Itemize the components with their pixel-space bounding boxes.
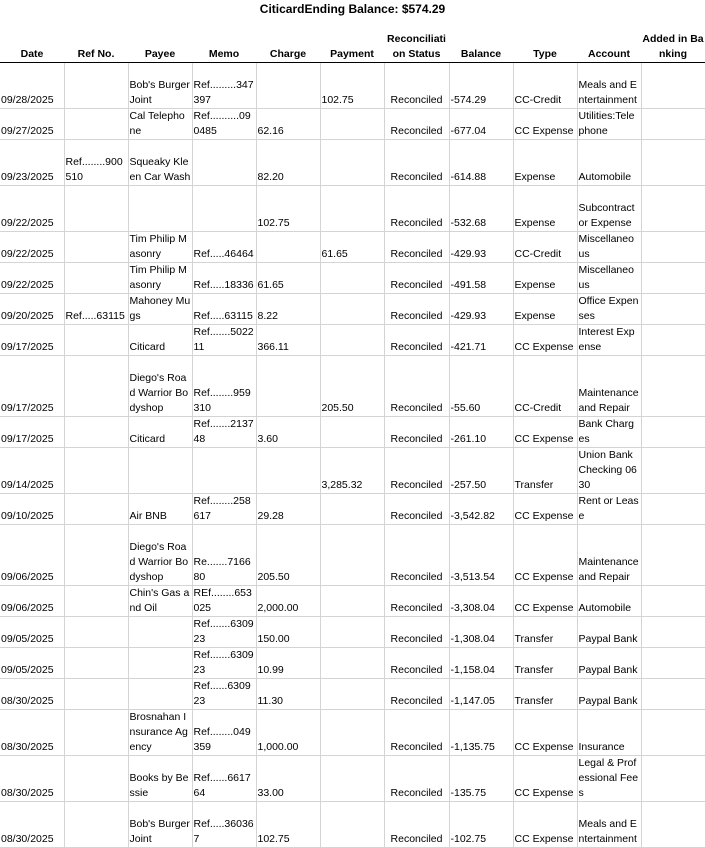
cell-charge: 11.30 (256, 679, 320, 710)
cell-added-in-banking (641, 802, 705, 848)
cell-type: CC-Credit (513, 63, 577, 109)
cell-ref-no (64, 448, 128, 494)
cell-balance: -532.68 (449, 186, 513, 232)
cell-added-in-banking (641, 679, 705, 710)
cell-date: 09/22/2025 (0, 232, 64, 263)
cell-account: Subcontractor Expense (577, 186, 641, 232)
cell-added-in-banking (641, 448, 705, 494)
col-header-reconciliation-status[interactable]: Reconciliation Status (384, 18, 449, 63)
table-row[interactable] (0, 710, 705, 756)
cell-date: 09/10/2025 (0, 494, 64, 525)
cell-date: 09/22/2025 (0, 186, 64, 232)
cell-ref-no (64, 232, 128, 263)
cell-type: Transfer (513, 648, 577, 679)
cell-added-in-banking (641, 756, 705, 802)
cell-memo: Ref.........347397 (192, 63, 256, 109)
cell-payee (128, 679, 192, 710)
cell-account: Automobile (577, 140, 641, 186)
cell-payee (128, 617, 192, 648)
cell-memo: Re.......716680 (192, 525, 256, 586)
col-header-date[interactable]: Date (0, 18, 64, 63)
cell-charge: 10.99 (256, 648, 320, 679)
cell-payment (320, 140, 384, 186)
cell-memo: Ref.....63115 (192, 294, 256, 325)
cell-type: Expense (513, 294, 577, 325)
cell-reconciliation-status: Reconciled (384, 325, 449, 356)
cell-added-in-banking (641, 63, 705, 109)
cell-memo: REf........653025 (192, 586, 256, 617)
cell-date: 09/23/2025 (0, 140, 64, 186)
table-row[interactable] (0, 356, 705, 417)
col-header-charge[interactable]: Charge (256, 18, 320, 63)
table-row[interactable] (0, 756, 705, 802)
cell-reconciliation-status: Reconciled (384, 802, 449, 848)
col-header-memo[interactable]: Memo (192, 18, 256, 63)
cell-account: Utilities:Telephone (577, 109, 641, 140)
cell-account: Interest Expense (577, 325, 641, 356)
cell-memo: Ref........258617 (192, 494, 256, 525)
cell-added-in-banking (641, 325, 705, 356)
cell-charge: 150.00 (256, 617, 320, 648)
cell-balance: -614.88 (449, 140, 513, 186)
cell-payment (320, 710, 384, 756)
cell-memo: Ref..........090485 (192, 109, 256, 140)
cell-memo (192, 186, 256, 232)
cell-memo (192, 140, 256, 186)
cell-date: 09/17/2025 (0, 417, 64, 448)
cell-payment: 61.65 (320, 232, 384, 263)
cell-ref-no (64, 356, 128, 417)
cell-date: 09/20/2025 (0, 294, 64, 325)
cell-type: CC Expense (513, 710, 577, 756)
cell-reconciliation-status: Reconciled (384, 756, 449, 802)
cell-memo: Ref........049359 (192, 710, 256, 756)
cell-reconciliation-status: Reconciled (384, 417, 449, 448)
cell-account: Paypal Bank (577, 679, 641, 710)
cell-account: Miscellaneous (577, 232, 641, 263)
cell-ref-no: Ref.....63115 (64, 294, 128, 325)
cell-payment (320, 525, 384, 586)
cell-account: Maintenance and Repair (577, 356, 641, 417)
table-row[interactable] (0, 617, 705, 648)
col-header-balance[interactable]: Balance (449, 18, 513, 63)
table-row[interactable] (0, 186, 705, 232)
cell-charge (256, 63, 320, 109)
cell-added-in-banking (641, 617, 705, 648)
cell-payment (320, 586, 384, 617)
cell-type: CC Expense (513, 109, 577, 140)
cell-memo: Ref........959310 (192, 356, 256, 417)
cell-charge: 29.28 (256, 494, 320, 525)
cell-charge: 3.60 (256, 417, 320, 448)
cell-payee: Chin's Gas and Oil (128, 586, 192, 617)
cell-charge: 61.65 (256, 263, 320, 294)
cell-charge (256, 356, 320, 417)
cell-payment (320, 263, 384, 294)
cell-ref-no (64, 756, 128, 802)
cell-date: 09/17/2025 (0, 325, 64, 356)
cell-reconciliation-status: Reconciled (384, 448, 449, 494)
cell-memo: Ref.......502211 (192, 325, 256, 356)
cell-payment (320, 617, 384, 648)
cell-reconciliation-status: Reconciled (384, 294, 449, 325)
cell-reconciliation-status: Reconciled (384, 140, 449, 186)
col-header-payment[interactable]: Payment (320, 18, 384, 63)
cell-account: Office Expenses (577, 294, 641, 325)
cell-payment (320, 494, 384, 525)
cell-memo: Ref.....360367 (192, 802, 256, 848)
cell-charge: 102.75 (256, 802, 320, 848)
cell-added-in-banking (641, 109, 705, 140)
cell-date: 09/06/2025 (0, 525, 64, 586)
cell-payee: Cal Telephone (128, 109, 192, 140)
cell-balance: -429.93 (449, 232, 513, 263)
cell-charge: 366.11 (256, 325, 320, 356)
cell-reconciliation-status: Reconciled (384, 525, 449, 586)
cell-type: CC-Credit (513, 356, 577, 417)
col-header-payee[interactable]: Payee (128, 18, 192, 63)
cell-account: Union Bank Checking 0630 (577, 448, 641, 494)
cell-payment (320, 417, 384, 448)
cell-date: 09/06/2025 (0, 586, 64, 617)
cell-ref-no (64, 679, 128, 710)
cell-account: Bank Charges (577, 417, 641, 448)
cell-date: 09/05/2025 (0, 617, 64, 648)
cell-reconciliation-status: Reconciled (384, 710, 449, 756)
cell-payee (128, 186, 192, 232)
cell-type: CC-Credit (513, 232, 577, 263)
cell-payee: Bob's Burger Joint (128, 802, 192, 848)
table-row[interactable] (0, 494, 705, 525)
cell-type: CC Expense (513, 494, 577, 525)
cell-account: Meals and Entertainment (577, 802, 641, 848)
cell-type: Transfer (513, 617, 577, 648)
cell-charge (256, 448, 320, 494)
cell-type: Expense (513, 186, 577, 232)
cell-payee: Diego's Road Warrior Bodyshop (128, 356, 192, 417)
cell-payment (320, 802, 384, 848)
table-row[interactable] (0, 63, 705, 109)
cell-date: 08/30/2025 (0, 756, 64, 802)
cell-type: CC Expense (513, 417, 577, 448)
cell-added-in-banking (641, 417, 705, 448)
cell-payment (320, 325, 384, 356)
cell-reconciliation-status: Reconciled (384, 356, 449, 417)
cell-ref-no (64, 186, 128, 232)
table-row[interactable] (0, 140, 705, 186)
table-row[interactable] (0, 263, 705, 294)
cell-charge: 82.20 (256, 140, 320, 186)
cell-added-in-banking (641, 648, 705, 679)
cell-charge: 102.75 (256, 186, 320, 232)
cell-memo: Ref.....18336 (192, 263, 256, 294)
cell-date: 09/28/2025 (0, 63, 64, 109)
cell-type: CC Expense (513, 586, 577, 617)
cell-reconciliation-status: Reconciled (384, 186, 449, 232)
cell-balance: -1,308.04 (449, 617, 513, 648)
cell-ref-no (64, 417, 128, 448)
cell-reconciliation-status: Reconciled (384, 263, 449, 294)
cell-reconciliation-status: Reconciled (384, 109, 449, 140)
cell-payment: 102.75 (320, 63, 384, 109)
cell-balance: -3,513.54 (449, 525, 513, 586)
cell-payment: 3,285.32 (320, 448, 384, 494)
cell-reconciliation-status: Reconciled (384, 232, 449, 263)
cell-payee: Bob's Burger Joint (128, 63, 192, 109)
cell-ref-no (64, 648, 128, 679)
cell-ref-no (64, 525, 128, 586)
cell-payee: Squeaky Kleen Car Wash (128, 140, 192, 186)
cell-charge (256, 232, 320, 263)
cell-payee: Air BNB (128, 494, 192, 525)
cell-type: Expense (513, 140, 577, 186)
cell-added-in-banking (641, 494, 705, 525)
cell-memo: Ref.......213748 (192, 417, 256, 448)
table-row[interactable] (0, 525, 705, 586)
cell-charge: 62.16 (256, 109, 320, 140)
cell-added-in-banking (641, 586, 705, 617)
col-header-added-in-banking[interactable]: Added in Banking (641, 18, 705, 63)
cell-memo: Ref.......630923 (192, 617, 256, 648)
report-title: CiticardEnding Balance: $574.29 (259, 2, 446, 16)
cell-reconciliation-status: Reconciled (384, 648, 449, 679)
cell-payee: Tim Philip Masonry (128, 263, 192, 294)
cell-charge: 2,000.00 (256, 586, 320, 617)
cell-added-in-banking (641, 232, 705, 263)
cell-payment (320, 648, 384, 679)
cell-type: Expense (513, 263, 577, 294)
header-row (0, 18, 705, 63)
cell-balance: -102.75 (449, 802, 513, 848)
cell-reconciliation-status: Reconciled (384, 494, 449, 525)
cell-account: Rent or Lease (577, 494, 641, 525)
cell-ref-no: Ref........900510 (64, 140, 128, 186)
table-row[interactable] (0, 448, 705, 494)
cell-added-in-banking (641, 356, 705, 417)
cell-date: 09/05/2025 (0, 648, 64, 679)
cell-type: CC Expense (513, 802, 577, 848)
col-header-type[interactable]: Type (513, 18, 577, 63)
cell-payee: Mahoney Mugs (128, 294, 192, 325)
col-header-account[interactable]: Account (577, 18, 641, 63)
cell-added-in-banking (641, 140, 705, 186)
table-row[interactable] (0, 648, 705, 679)
cell-account: Miscellaneous (577, 263, 641, 294)
cell-added-in-banking (641, 525, 705, 586)
cell-memo: Ref......661764 (192, 756, 256, 802)
cell-balance: -55.60 (449, 356, 513, 417)
cell-balance: -1,147.05 (449, 679, 513, 710)
cell-date: 09/22/2025 (0, 263, 64, 294)
table-row[interactable] (0, 325, 705, 356)
table-row[interactable] (0, 294, 705, 325)
cell-type: CC Expense (513, 525, 577, 586)
cell-balance: -257.50 (449, 448, 513, 494)
cell-account: Paypal Bank (577, 648, 641, 679)
cell-added-in-banking (641, 186, 705, 232)
cell-balance: -574.29 (449, 63, 513, 109)
cell-account: Meals and Entertainment (577, 63, 641, 109)
cell-payee (128, 648, 192, 679)
cell-payee: Tim Philip Masonry (128, 232, 192, 263)
cell-reconciliation-status: Reconciled (384, 617, 449, 648)
cell-added-in-banking (641, 710, 705, 756)
cell-ref-no (64, 802, 128, 848)
table-row[interactable] (0, 232, 705, 263)
cell-balance: -3,542.82 (449, 494, 513, 525)
cell-balance: -677.04 (449, 109, 513, 140)
cell-memo: Ref......630923 (192, 679, 256, 710)
transactions-table (0, 18, 705, 848)
col-header-ref-no[interactable]: Ref No. (64, 18, 128, 63)
cell-payee: Citicard (128, 325, 192, 356)
cell-ref-no (64, 494, 128, 525)
cell-charge: 205.50 (256, 525, 320, 586)
table-body (0, 63, 705, 848)
cell-ref-no (64, 109, 128, 140)
cell-added-in-banking (641, 263, 705, 294)
cell-charge: 33.00 (256, 756, 320, 802)
cell-ref-no (64, 586, 128, 617)
cell-payment: 205.50 (320, 356, 384, 417)
cell-balance: -421.71 (449, 325, 513, 356)
cell-balance: -429.93 (449, 294, 513, 325)
cell-payment (320, 186, 384, 232)
cell-date: 08/30/2025 (0, 679, 64, 710)
cell-balance: -1,135.75 (449, 710, 513, 756)
cell-balance: -1,158.04 (449, 648, 513, 679)
table-row[interactable] (0, 802, 705, 848)
cell-memo: Ref.......630923 (192, 648, 256, 679)
cell-reconciliation-status: Reconciled (384, 679, 449, 710)
cell-charge: 8.22 (256, 294, 320, 325)
cell-payee (128, 448, 192, 494)
cell-ref-no (64, 710, 128, 756)
cell-payment (320, 294, 384, 325)
cell-ref-no (64, 263, 128, 294)
cell-date: 08/30/2025 (0, 710, 64, 756)
cell-account: Automobile (577, 586, 641, 617)
cell-payee: Citicard (128, 417, 192, 448)
cell-balance: -491.58 (449, 263, 513, 294)
cell-charge: 1,000.00 (256, 710, 320, 756)
cell-memo: Ref.....46464 (192, 232, 256, 263)
cell-type: CC Expense (513, 325, 577, 356)
cell-payment (320, 109, 384, 140)
table-row[interactable] (0, 109, 705, 140)
cell-type: Transfer (513, 448, 577, 494)
cell-date: 09/14/2025 (0, 448, 64, 494)
cell-type: Transfer (513, 679, 577, 710)
table-row[interactable] (0, 417, 705, 448)
cell-memo (192, 448, 256, 494)
cell-balance: -135.75 (449, 756, 513, 802)
cell-balance: -261.10 (449, 417, 513, 448)
cell-payee: Diego's Road Warrior Bodyshop (128, 525, 192, 586)
cell-account: Legal & Professional Fees (577, 756, 641, 802)
cell-added-in-banking (641, 294, 705, 325)
table-row[interactable] (0, 586, 705, 617)
cell-payment (320, 679, 384, 710)
cell-date: 09/17/2025 (0, 356, 64, 417)
cell-ref-no (64, 325, 128, 356)
cell-balance: -3,308.04 (449, 586, 513, 617)
cell-account: Maintenance and Repair (577, 525, 641, 586)
cell-payee: Brosnahan Insurance Agency (128, 710, 192, 756)
cell-payee: Books by Bessie (128, 756, 192, 802)
cell-account: Paypal Bank (577, 617, 641, 648)
table-row[interactable] (0, 679, 705, 710)
cell-payment (320, 756, 384, 802)
cell-ref-no (64, 63, 128, 109)
cell-date: 08/30/2025 (0, 802, 64, 848)
cell-reconciliation-status: Reconciled (384, 586, 449, 617)
cell-date: 09/27/2025 (0, 109, 64, 140)
cell-reconciliation-status: Reconciled (384, 63, 449, 109)
cell-type: CC Expense (513, 756, 577, 802)
cell-account: Insurance (577, 710, 641, 756)
cell-ref-no (64, 617, 128, 648)
